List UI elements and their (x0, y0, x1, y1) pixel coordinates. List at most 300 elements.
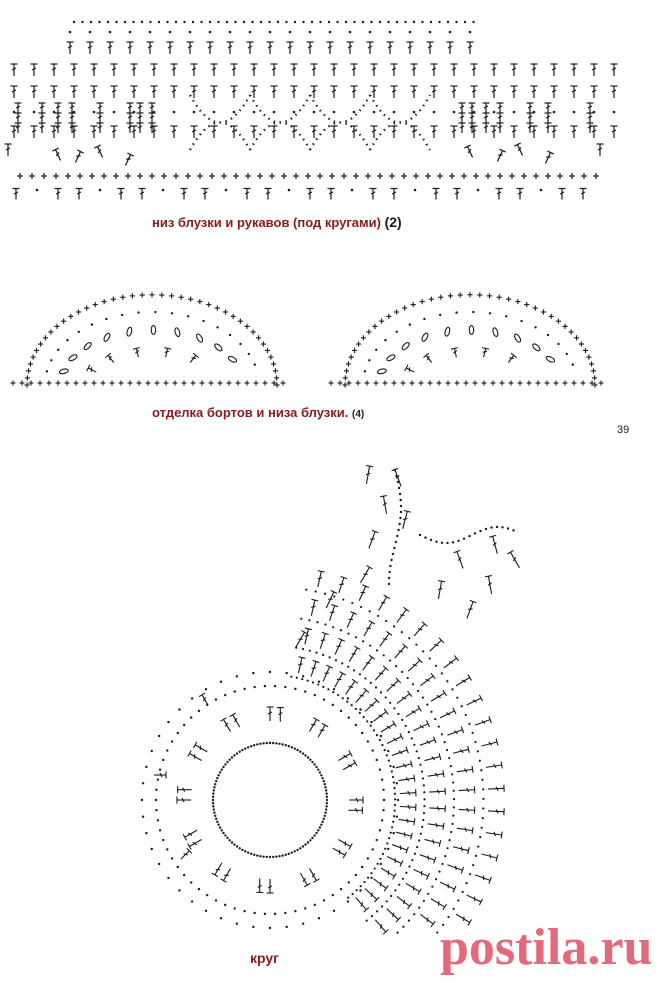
chain-stitch-dot (393, 787, 395, 789)
chain-stitch-dot (461, 705, 463, 707)
chain-stitch-dot (387, 750, 389, 752)
chain-stitch-dot (332, 704, 334, 706)
double-crochet-stitch (376, 595, 390, 612)
border-trim-caption (152, 405, 364, 420)
chain-stitch-dot (370, 725, 372, 727)
chain-stitch-dot (347, 697, 349, 699)
chain-stitch-dot (477, 750, 479, 752)
chain-stitch-dot (266, 856, 268, 858)
double-crochet-stitch (419, 851, 436, 863)
chain-stitch-dot (420, 833, 422, 835)
double-crochet-stitch (481, 739, 498, 750)
circle-caption: круг (250, 950, 279, 966)
chain-stitch-dot (291, 746, 293, 748)
chain-stitch-dot (332, 894, 334, 896)
chain-stitch-dot (379, 739, 381, 741)
chain-stitch-dot (366, 919, 368, 921)
chain-stitch-dot (490, 526, 492, 528)
chain-stitch-dot (389, 565, 391, 567)
chain-stitch-dot (363, 716, 365, 718)
chain-stitch-dot (401, 631, 403, 633)
chain-stitch-dot (155, 809, 157, 811)
chain-stitch-dot (281, 854, 283, 856)
chain-stitch-dot (391, 826, 393, 828)
double-crochet-stitch (357, 565, 372, 584)
chain-stitch-dot (327, 688, 329, 690)
chain-stitch-dot (241, 749, 243, 751)
chain-stitch-dot (385, 696, 387, 698)
chain-stitch-dot (441, 672, 443, 674)
chain-stitch-dot (427, 893, 429, 895)
chain-stitch-dot (314, 904, 316, 906)
chain-stitch-dot (302, 648, 304, 650)
chain-stitch-dot (481, 827, 483, 829)
chain-stitch-dot (370, 877, 372, 879)
chain-stitch-dot (371, 915, 373, 917)
chain-stitch-dot (284, 686, 286, 688)
chain-stitch-dot (457, 899, 459, 901)
chain-stitch-dot (215, 818, 217, 820)
chain-stitch-dot (392, 821, 394, 823)
chain-stitch-dot (323, 818, 325, 820)
chain-stitch-dot (253, 854, 255, 856)
chain-stitch-dot (422, 650, 424, 652)
chain-stitch-dot (236, 675, 238, 677)
chain-stitch-dot (389, 659, 391, 661)
double-crochet-stitch (442, 655, 459, 670)
chain-stitch-dot (222, 832, 224, 834)
chain-stitch-dot (446, 847, 448, 849)
chain-stitch-dot (496, 526, 498, 528)
double-crochet-stitch (418, 673, 435, 688)
chain-stitch-dot (389, 702, 391, 704)
chain-stitch-dot (332, 626, 334, 628)
chain-stitch-dot (167, 877, 169, 879)
chain-stitch-dot (304, 690, 306, 692)
chain-stitch-dot (419, 534, 421, 536)
chain-stitch-dot (359, 889, 361, 891)
chain-stitch-dot (309, 650, 311, 652)
double-crochet-stitch (384, 906, 400, 922)
double-crochet-stitch (267, 879, 274, 893)
chain-stitch-dot (275, 855, 277, 857)
chain-stitch-dot (446, 749, 448, 751)
chain-stitch-dot (388, 577, 390, 579)
chain-stitch-dot (361, 866, 363, 868)
chain-stitch-dot (441, 863, 443, 865)
chain-stitch-dot (191, 697, 193, 699)
chain-stitch-dot (241, 849, 243, 851)
chain-stitch-dot (335, 659, 337, 661)
chain-stitch-dot (299, 847, 301, 849)
chain-stitch-dot (355, 636, 357, 638)
chain-stitch-dot (361, 732, 363, 734)
chain-stitch-dot (381, 819, 383, 821)
chain-stitch-dot (444, 855, 446, 857)
chain-stitch-dot (411, 737, 413, 739)
chain-stitch-dot (142, 782, 144, 784)
chain-stitch-dot (284, 912, 286, 914)
chain-stitch-dot (482, 807, 484, 809)
chain-stitch-dot (394, 798, 396, 800)
chain-stitch-dot (285, 744, 287, 746)
double-crochet-stitch (429, 788, 445, 796)
chain-stitch-dot (468, 535, 470, 537)
chain-stitch-dot (145, 766, 147, 768)
double-crochet-stitch (399, 510, 410, 529)
chain-stitch-dot (219, 771, 221, 773)
chain-stitch-dot (392, 776, 394, 778)
chain-stitch-dot (275, 742, 277, 744)
double-crochet-stitch (306, 867, 319, 883)
chain-stitch-dot (382, 809, 384, 811)
chain-stitch-dot (213, 789, 215, 791)
chain-stitch-dot (481, 779, 483, 781)
double-crochet-stitch (332, 672, 346, 689)
chain-stitch-dot (381, 905, 383, 907)
chain-stitch-dot (386, 842, 388, 844)
chain-stitch-dot (400, 505, 402, 507)
chain-stitch-dot (151, 750, 153, 752)
chain-stitch-dot (380, 863, 382, 865)
chain-stitch-dot (398, 487, 400, 489)
chain-stitch-dot (162, 839, 164, 841)
chain-stitch-dot (236, 752, 238, 754)
double-crochet-stitch (391, 841, 408, 853)
double-crochet-stitch (456, 766, 473, 775)
chain-stitch-dot (213, 811, 215, 813)
double-crochet-stitch (344, 612, 357, 629)
chain-stitch-dot (363, 881, 365, 883)
chain-stitch-dot (418, 757, 420, 759)
chain-stitch-dot (177, 866, 179, 868)
double-crochet-stitch (361, 621, 375, 638)
double-crochet-stitch (485, 762, 502, 771)
chain-stitch-dot (294, 688, 296, 690)
double-crochet-stitch (308, 599, 318, 616)
chain-stitch-dot (158, 735, 160, 737)
chain-stitch-dot (452, 781, 454, 783)
double-crochet-stitch (439, 708, 456, 721)
chain-stitch-dot (324, 815, 326, 817)
chain-stitch-dot (414, 853, 416, 855)
chain-stitch-dot (228, 758, 230, 760)
chain-stitch-dot (408, 637, 410, 639)
chain-stitch-dot (142, 816, 144, 818)
chain-stitch-dot (238, 847, 240, 849)
watermark-logo: postila.ru (440, 919, 653, 976)
chain-stitch-dot (423, 791, 425, 793)
chain-stitch-dot (465, 882, 467, 884)
chain-stitch-dot (296, 749, 298, 751)
chain-stitch-dot (389, 765, 391, 767)
double-crochet-stitch (454, 550, 467, 569)
chain-stitch-dot (384, 749, 386, 751)
chain-stitch-dot (324, 623, 326, 625)
chain-stitch-dot (392, 766, 394, 768)
chain-stitch-dot (373, 729, 375, 731)
chain-stitch-dot (214, 783, 216, 785)
chain-stitch-dot (396, 932, 398, 934)
chain-stitch-dot (318, 681, 320, 683)
double-crochet-stitch (326, 604, 338, 621)
chain-stitch-dot (252, 672, 254, 674)
chain-stitch-dot (482, 788, 484, 790)
chain-stitch-dot (408, 731, 410, 733)
double-crochet-stitch (424, 836, 441, 847)
chain-stitch-dot (396, 535, 398, 537)
chain-stitch-dot (367, 857, 369, 859)
chain-stitch-dot (385, 620, 387, 622)
chain-stitch-dot (423, 805, 425, 807)
chain-stitch-dot (322, 686, 324, 688)
chain-stitch-dot (405, 872, 407, 874)
chain-stitch-dot (399, 499, 401, 501)
chain-stitch-dot (482, 817, 484, 819)
chain-stitch-dot (436, 931, 438, 933)
chain-stitch-dot (231, 756, 233, 758)
chain-stitch-dot (347, 900, 349, 902)
double-crochet-stitch (348, 807, 362, 814)
chain-stitch-dot (388, 837, 390, 839)
chain-stitch-dot (400, 511, 402, 513)
double-crochet-stitch (488, 807, 504, 815)
chain-stitch-dot (317, 768, 319, 770)
double-crochet-stitch (314, 571, 324, 588)
double-crochet-stitch (336, 577, 348, 594)
double-crochet-stitch (398, 816, 415, 825)
chain-stitch-dot (369, 610, 371, 612)
chain-stitch-dot (264, 685, 266, 687)
chain-stitch-dot (190, 716, 192, 718)
chain-stitch-dot (477, 845, 479, 847)
chain-stitch-dot (453, 798, 455, 800)
chain-stitch-dot (217, 824, 219, 826)
chain-stitch-dot (453, 790, 455, 792)
chain-stitch-dot (213, 808, 215, 810)
double-crochet-stitch (427, 770, 444, 779)
chain-stitch-dot (421, 826, 423, 828)
chain-stitch-dot (326, 799, 328, 801)
double-crochet-stitch (373, 666, 389, 683)
double-crochet-stitch (446, 861, 463, 873)
chain-stitch-dot (405, 725, 407, 727)
chain-stitch-dot (333, 595, 335, 597)
chain-stitch-dot (333, 910, 335, 912)
double-crochet-stitch (435, 581, 445, 600)
chain-stitch-dot (177, 732, 179, 734)
double-crochet-stitch (474, 716, 491, 728)
chain-stitch-dot (377, 863, 379, 865)
chain-stitch-dot (291, 851, 293, 853)
chain-stitch-dot (216, 777, 218, 779)
chain-stitch-dot (319, 771, 321, 773)
chain-stitch-dot (233, 843, 235, 845)
chain-stitch-dot (304, 843, 306, 845)
chain-stitch-dot (281, 743, 283, 745)
chain-stitch-dot (278, 855, 280, 857)
chain-stitch-dot (256, 854, 258, 856)
double-crochet-stitch (356, 585, 369, 602)
chain-stitch-dot (221, 829, 223, 831)
double-crochet-stitch (379, 865, 396, 879)
chain-stitch-dot (347, 632, 349, 634)
double-crochet-stitch (427, 638, 443, 654)
chain-stitch-dot (423, 784, 425, 786)
double-crochet-stitch (384, 678, 400, 694)
chain-stitch-dot (376, 734, 378, 736)
chain-stitch-dot (441, 733, 443, 735)
chain-stitch-dot (411, 859, 413, 861)
chain-stitch-dot (393, 625, 395, 627)
chain-stitch-dot (171, 857, 173, 859)
chain-stitch-dot (269, 742, 271, 744)
chain-stitch-dot (212, 792, 214, 794)
chain-stitch-dot (360, 885, 362, 887)
chain-stitch-dot (430, 711, 432, 713)
double-crochet-stitch (454, 675, 471, 689)
chain-stitch-dot (395, 665, 397, 667)
chain-stitch-dot (399, 517, 401, 519)
chain-stitch-dot (412, 683, 414, 685)
double-crochet-stitch (177, 797, 191, 804)
chain-stitch-dot (380, 691, 382, 693)
chain-stitch-dot (309, 758, 311, 760)
chain-stitch-dot (321, 821, 323, 823)
chain-stitch-dot (212, 802, 214, 804)
double-crochet-stitch (220, 867, 233, 883)
chain-stitch-dot (309, 839, 311, 841)
double-crochet-stitch (456, 825, 473, 834)
chain-stitch-dot (166, 848, 168, 850)
chain-stitch-dot (474, 741, 476, 743)
chain-stitch-dot (317, 829, 319, 831)
chain-stitch-dot (296, 677, 298, 679)
chain-stitch-dot (158, 863, 160, 865)
double-crochet-stitch (337, 750, 353, 763)
chain-stitch-dot (256, 743, 258, 745)
chain-stitch-dot (507, 527, 509, 529)
double-crochet-stitch (199, 693, 211, 707)
chain-stitch-dot (324, 783, 326, 785)
chain-stitch-dot (238, 751, 240, 753)
chain-stitch-dot (347, 666, 349, 668)
chain-stitch-dot (397, 481, 399, 483)
double-crochet-stitch (320, 665, 333, 682)
chain-stitch-dot (141, 799, 143, 801)
double-crochet-stitch (353, 895, 369, 912)
chain-stitch-dot (333, 688, 335, 690)
double-crochet-stitch (488, 785, 504, 793)
chain-stitch-dot (159, 768, 161, 770)
chain-stitch-dot (444, 741, 446, 743)
chain-stitch-dot (266, 742, 268, 744)
chain-stitch-dot (214, 815, 216, 817)
chain-stitch-dot (217, 774, 219, 776)
double-crochet-stitch (343, 679, 358, 696)
chain-stitch-dot (374, 867, 376, 869)
double-crochet-stitch (394, 607, 409, 624)
double-crochet-stitch (429, 690, 446, 704)
double-crochet-stitch (400, 803, 416, 811)
chain-stitch-dot (213, 786, 215, 788)
double-crochet-stitch (386, 733, 403, 746)
double-crochet-stitch (386, 853, 403, 866)
chain-stitch-dot (485, 528, 487, 530)
chain-stitch-dot (398, 884, 400, 886)
chain-stitch-dot (332, 691, 334, 693)
chain-stitch-dot (397, 799, 399, 801)
chain-stitch-dot (394, 469, 396, 471)
chain-stitch-dot (463, 537, 465, 539)
chain-stitch-dot (355, 874, 357, 876)
double-crochet-stitch (404, 880, 421, 894)
chain-stitch-dot (272, 742, 274, 744)
double-crochet-stitch (395, 894, 412, 909)
chain-stitch-dot (475, 855, 477, 857)
chain-stitch-dot (219, 826, 221, 828)
chain-stitch-dot (448, 839, 450, 841)
chain-stitch-dot (370, 682, 372, 684)
double-crochet-stitch (507, 550, 522, 569)
chain-stitch-dot (381, 778, 383, 780)
chain-stitch-dot (231, 841, 233, 843)
chain-stitch-dot (215, 780, 217, 782)
double-crochet-stitch (363, 886, 379, 902)
chain-stitch-dot (151, 848, 153, 850)
chain-stitch-dot (324, 811, 326, 813)
chain-stitch-dot (362, 640, 364, 642)
chain-stitch-dot (340, 710, 342, 712)
chain-stitch-dot (387, 848, 389, 850)
chain-stitch-dot (452, 541, 454, 543)
bottom-edging-caption-text: низ блузки и рукавов (под кругами) (152, 215, 381, 230)
double-crochet-stitch (346, 646, 360, 663)
chain-stitch-dot (397, 529, 399, 531)
chain-stitch-dot (274, 913, 276, 915)
chain-stitch-dot (366, 720, 368, 722)
double-crochet-stitch (465, 695, 482, 708)
chain-stitch-dot (390, 895, 392, 897)
double-crochet-stitch (220, 718, 233, 734)
chain-stitch-dot (370, 721, 372, 723)
double-crochet-stitch (395, 691, 412, 706)
double-crochet-stitch (458, 806, 474, 814)
chain-stitch-dot (220, 681, 222, 683)
chain-stitch-dot (315, 590, 317, 592)
chain-stitch-dot (419, 764, 421, 766)
chain-stitch-dot (155, 789, 157, 791)
chain-stitch-dot (325, 805, 327, 807)
chain-stitch-dot (413, 744, 415, 746)
double-crochet-stitch (379, 721, 396, 735)
double-crochet-stitch (331, 845, 347, 858)
chain-stitch-dot (390, 832, 392, 834)
chain-stitch-dot (228, 839, 230, 841)
chain-stitch-dot (233, 754, 235, 756)
double-crochet-stitch (332, 638, 345, 655)
chain-stitch-dot (224, 694, 226, 696)
double-crochet-stitch (452, 843, 469, 854)
chain-stitch-dot (472, 864, 474, 866)
chain-stitch-dot (272, 856, 274, 858)
chain-stitch-dot (416, 846, 418, 848)
double-crochet-stitch (178, 786, 192, 793)
chain-stitch-dot (375, 686, 377, 688)
double-crochet-stitch (363, 466, 373, 485)
chain-stitch-dot (342, 697, 344, 699)
chain-stitch-dot (423, 812, 425, 814)
